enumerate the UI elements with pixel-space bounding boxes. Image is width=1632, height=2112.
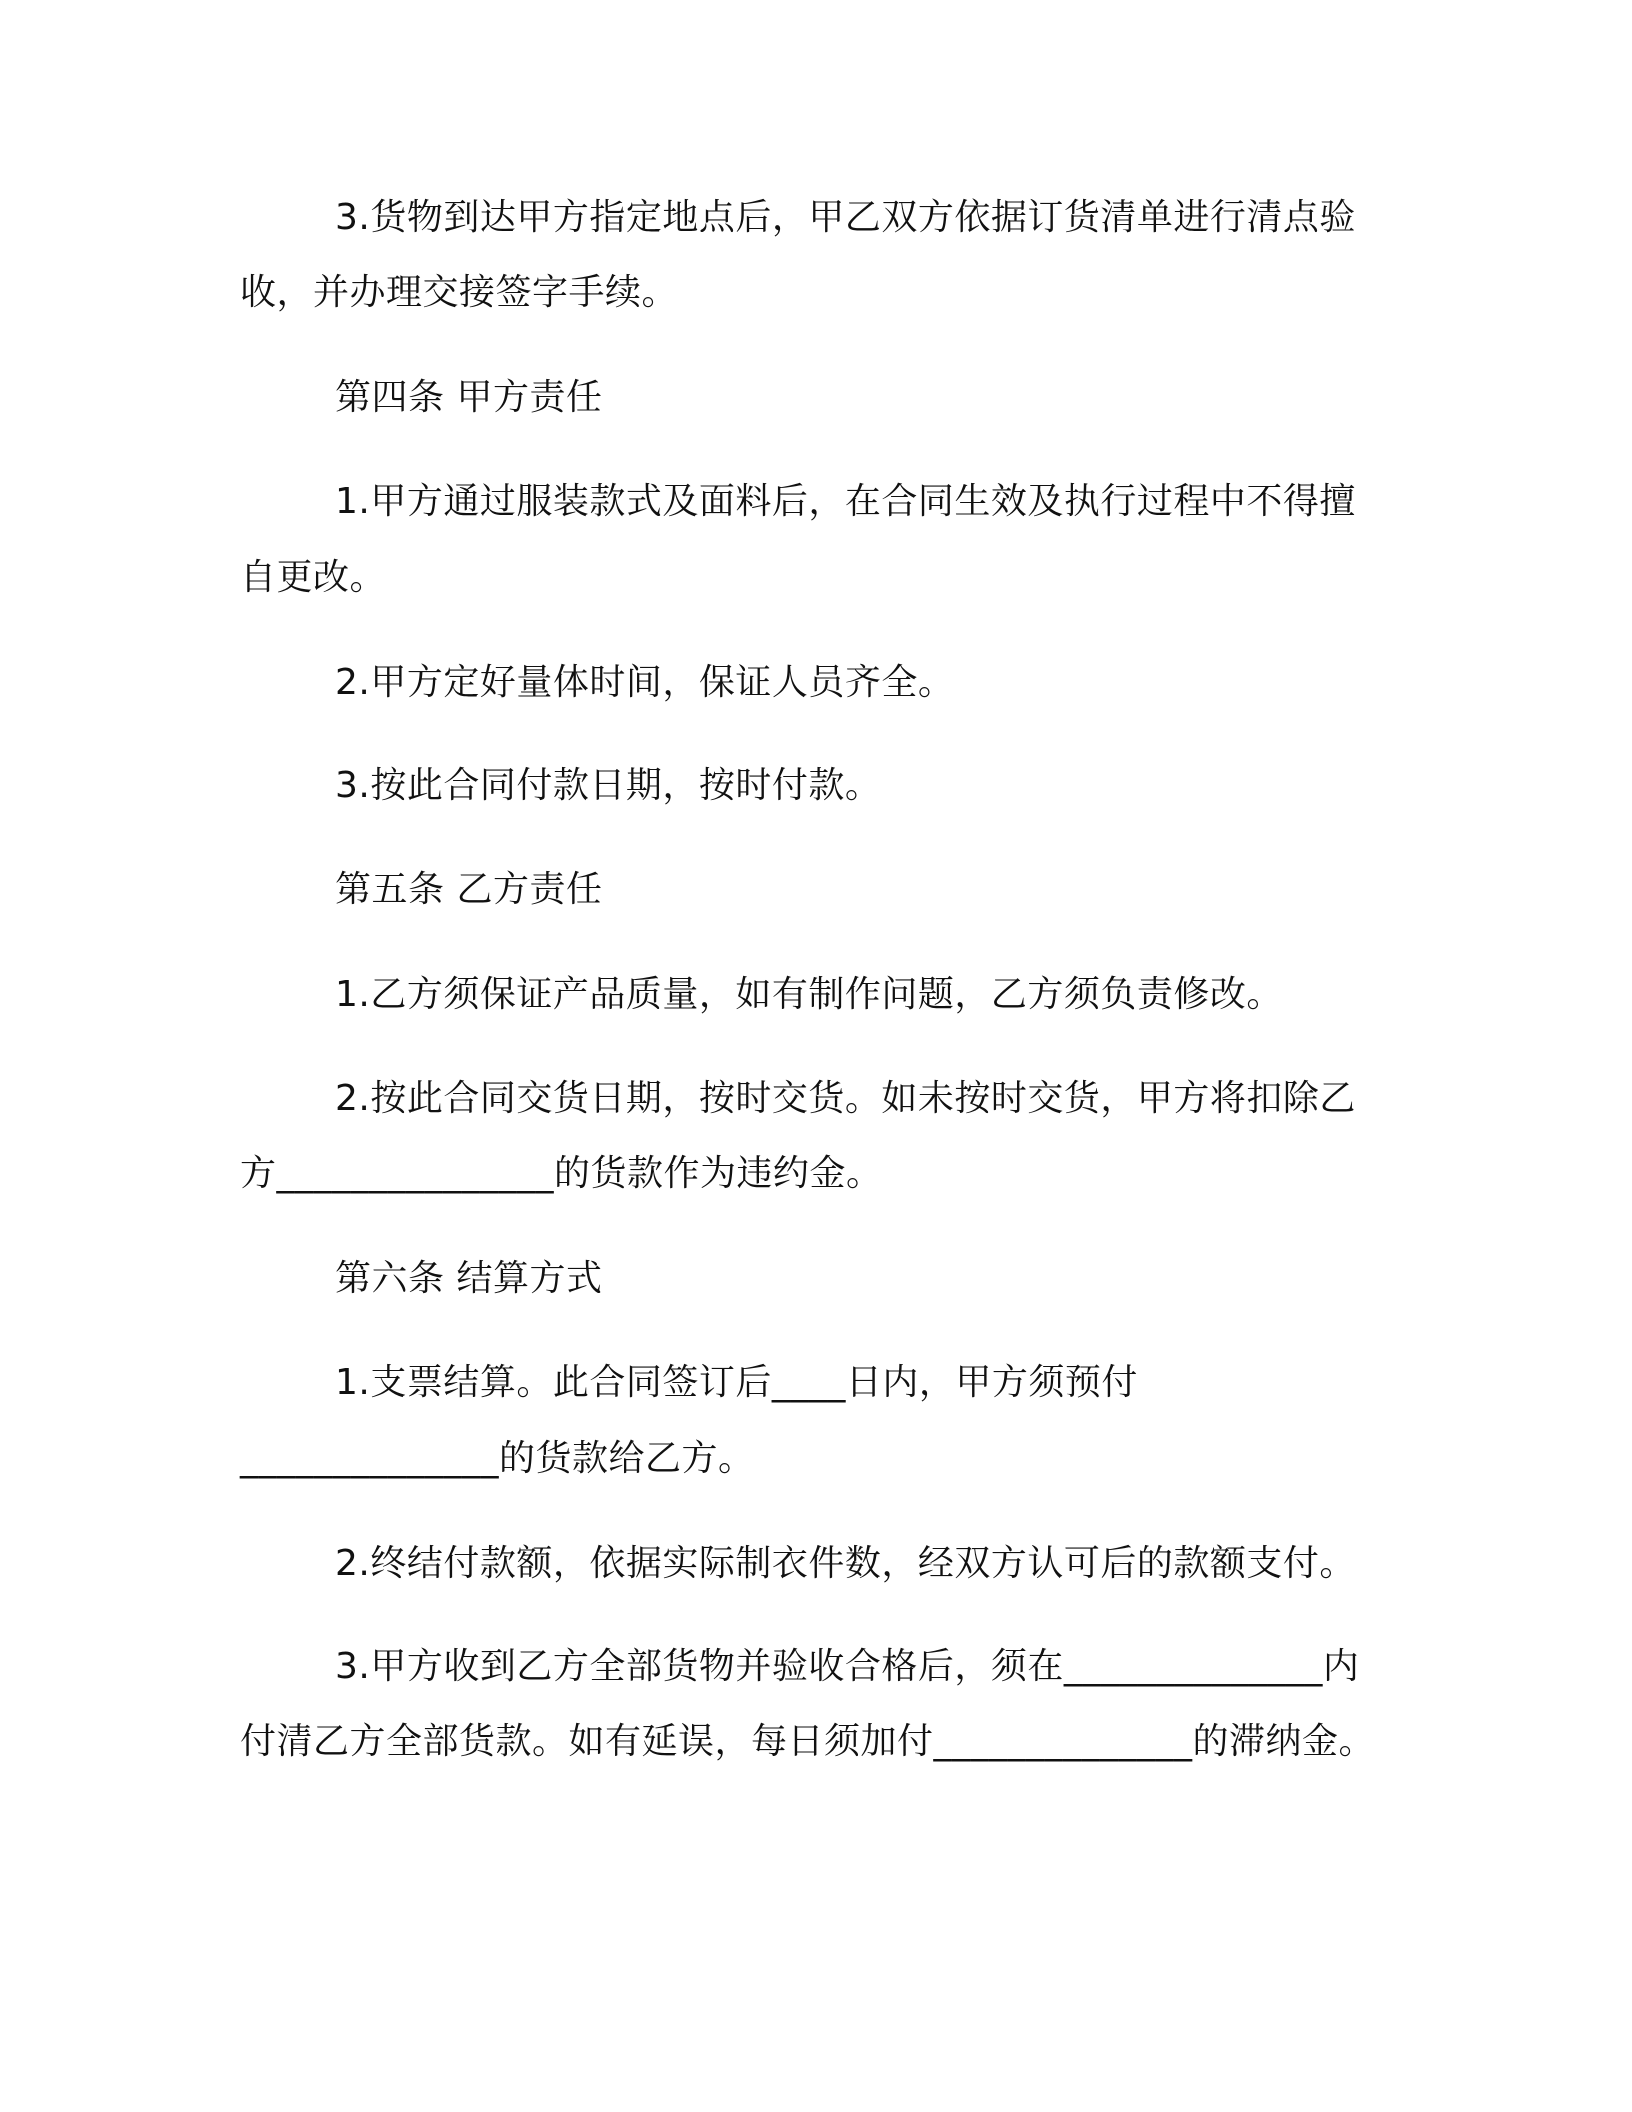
- paragraph-line: 2.甲方定好量体时间，保证人员齐全。: [335, 662, 955, 703]
- paragraph-line: 3.甲方收到乙方全部货物并验收合格后，须在______________内: [335, 1646, 1360, 1687]
- section-heading: 第五条 乙方责任: [335, 869, 603, 910]
- paragraph-line: 方_______________的货款作为违约金。: [240, 1153, 883, 1194]
- paragraph-line: 1.乙方须保证产品质量，如有制作问题，乙方须负责修改。: [335, 974, 1283, 1015]
- section-heading: 第六条 结算方式: [335, 1258, 603, 1299]
- paragraph-line: 3.货物到达甲方指定地点后，甲乙双方依据订货清单进行清点验: [335, 197, 1356, 238]
- paragraph-line: 收，并办理交接签字手续。: [240, 272, 679, 313]
- paragraph-line: ______________的货款给乙方。: [240, 1438, 755, 1479]
- paragraph-line: 2.终结付款额，依据实际制衣件数，经双方认可后的款额支付。: [335, 1543, 1356, 1584]
- paragraph-line: 自更改。: [240, 557, 387, 598]
- paragraph-line: 1.支票结算。此合同签订后____日内，甲方须预付: [335, 1362, 1138, 1403]
- paragraph-line: 2.按此合同交货日期，按时交货。如未按时交货，甲方将扣除乙: [335, 1078, 1356, 1119]
- section-heading: 第四条 甲方责任: [335, 377, 603, 418]
- paragraph-line: 3.按此合同付款日期，按时付款。: [335, 765, 882, 806]
- paragraph-line: 1.甲方通过服装款式及面料后，在合同生效及执行过程中不得擅: [335, 481, 1356, 522]
- paragraph-line: 付清乙方全部货款。如有延误，每日须加付______________的滞纳金。: [240, 1721, 1376, 1762]
